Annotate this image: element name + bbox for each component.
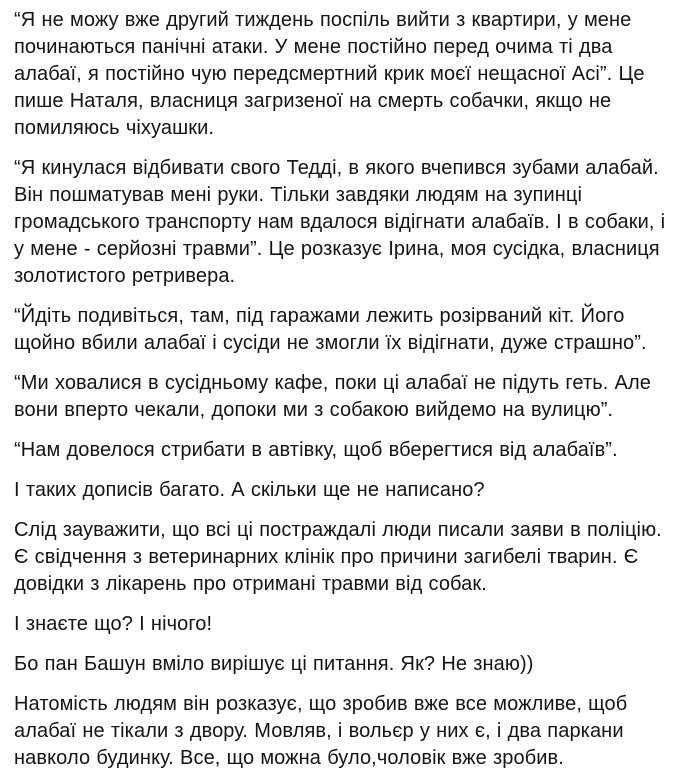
post-paragraph: І знаєте що? І нічого! xyxy=(14,613,213,635)
post-paragraph: “Ми ховалися в сусідньому кафе, поки ці алабаї не підуть геть. Але вони вперто чекали, допоки ми з собакою вийдемо на вулицю”. xyxy=(14,372,651,421)
post-paragraph: Бо пан Башун вміло вирішує ці питання. Як? Не знаю)) xyxy=(14,653,534,675)
post-paragraph: “Йдіть подивіться, там, під гаражами лежить розірваний кіт. Його щойно вбили алабаї і сусіди не змогли їх відігнати, дуже страшно”. xyxy=(14,305,647,354)
post-paragraph: “Нам довелося стрибати в автівку, щоб вберегтися від алабаїв”. xyxy=(14,439,618,461)
post-paragraph: “Я не можу вже другий тиждень поспіль вийти з квартири, у мене починаються панічні атаки. У мене постійно перед очима ті два алабаї, я постійно чую передсмертний крик моєї нещасної Асі”. Це пише Наталя, власниця загризеної на смерть собачки, якщо не помиляюсь чіхуашки. xyxy=(14,9,645,139)
post-paragraph: І таких дописів багато. А скільки ще не написано? xyxy=(14,479,485,501)
post-paragraph: Слід зауважити, що всі ці постраждалі люди писали заяви в поліцію. Є свідчення з ветеринарних клінік про причини загибелі тварин. Є довідки з лікарень про отримані травми від собак. xyxy=(14,519,662,595)
post-paragraph: “Я кинулася відбивати свого Тедді, в якого вчепився зубами алабай. Він пошматував мені руки. Тільки завдяки людям на зупинці громадського транспорту нам вдалося відігнати алабаїв. І в собаки, і у мене - серйозні травми”. Це розказує Ірина, моя сусідка, власниця золотистого ретривера. xyxy=(14,157,666,287)
post-paragraph: Натомість людям він розказує, що зробив вже все можливе, щоб алабаї не тікали з двору. Мовляв, і вольєр у них є, і два паркани навколо будинку. Все, що можна було,чоловік вже зробив. xyxy=(14,693,628,769)
